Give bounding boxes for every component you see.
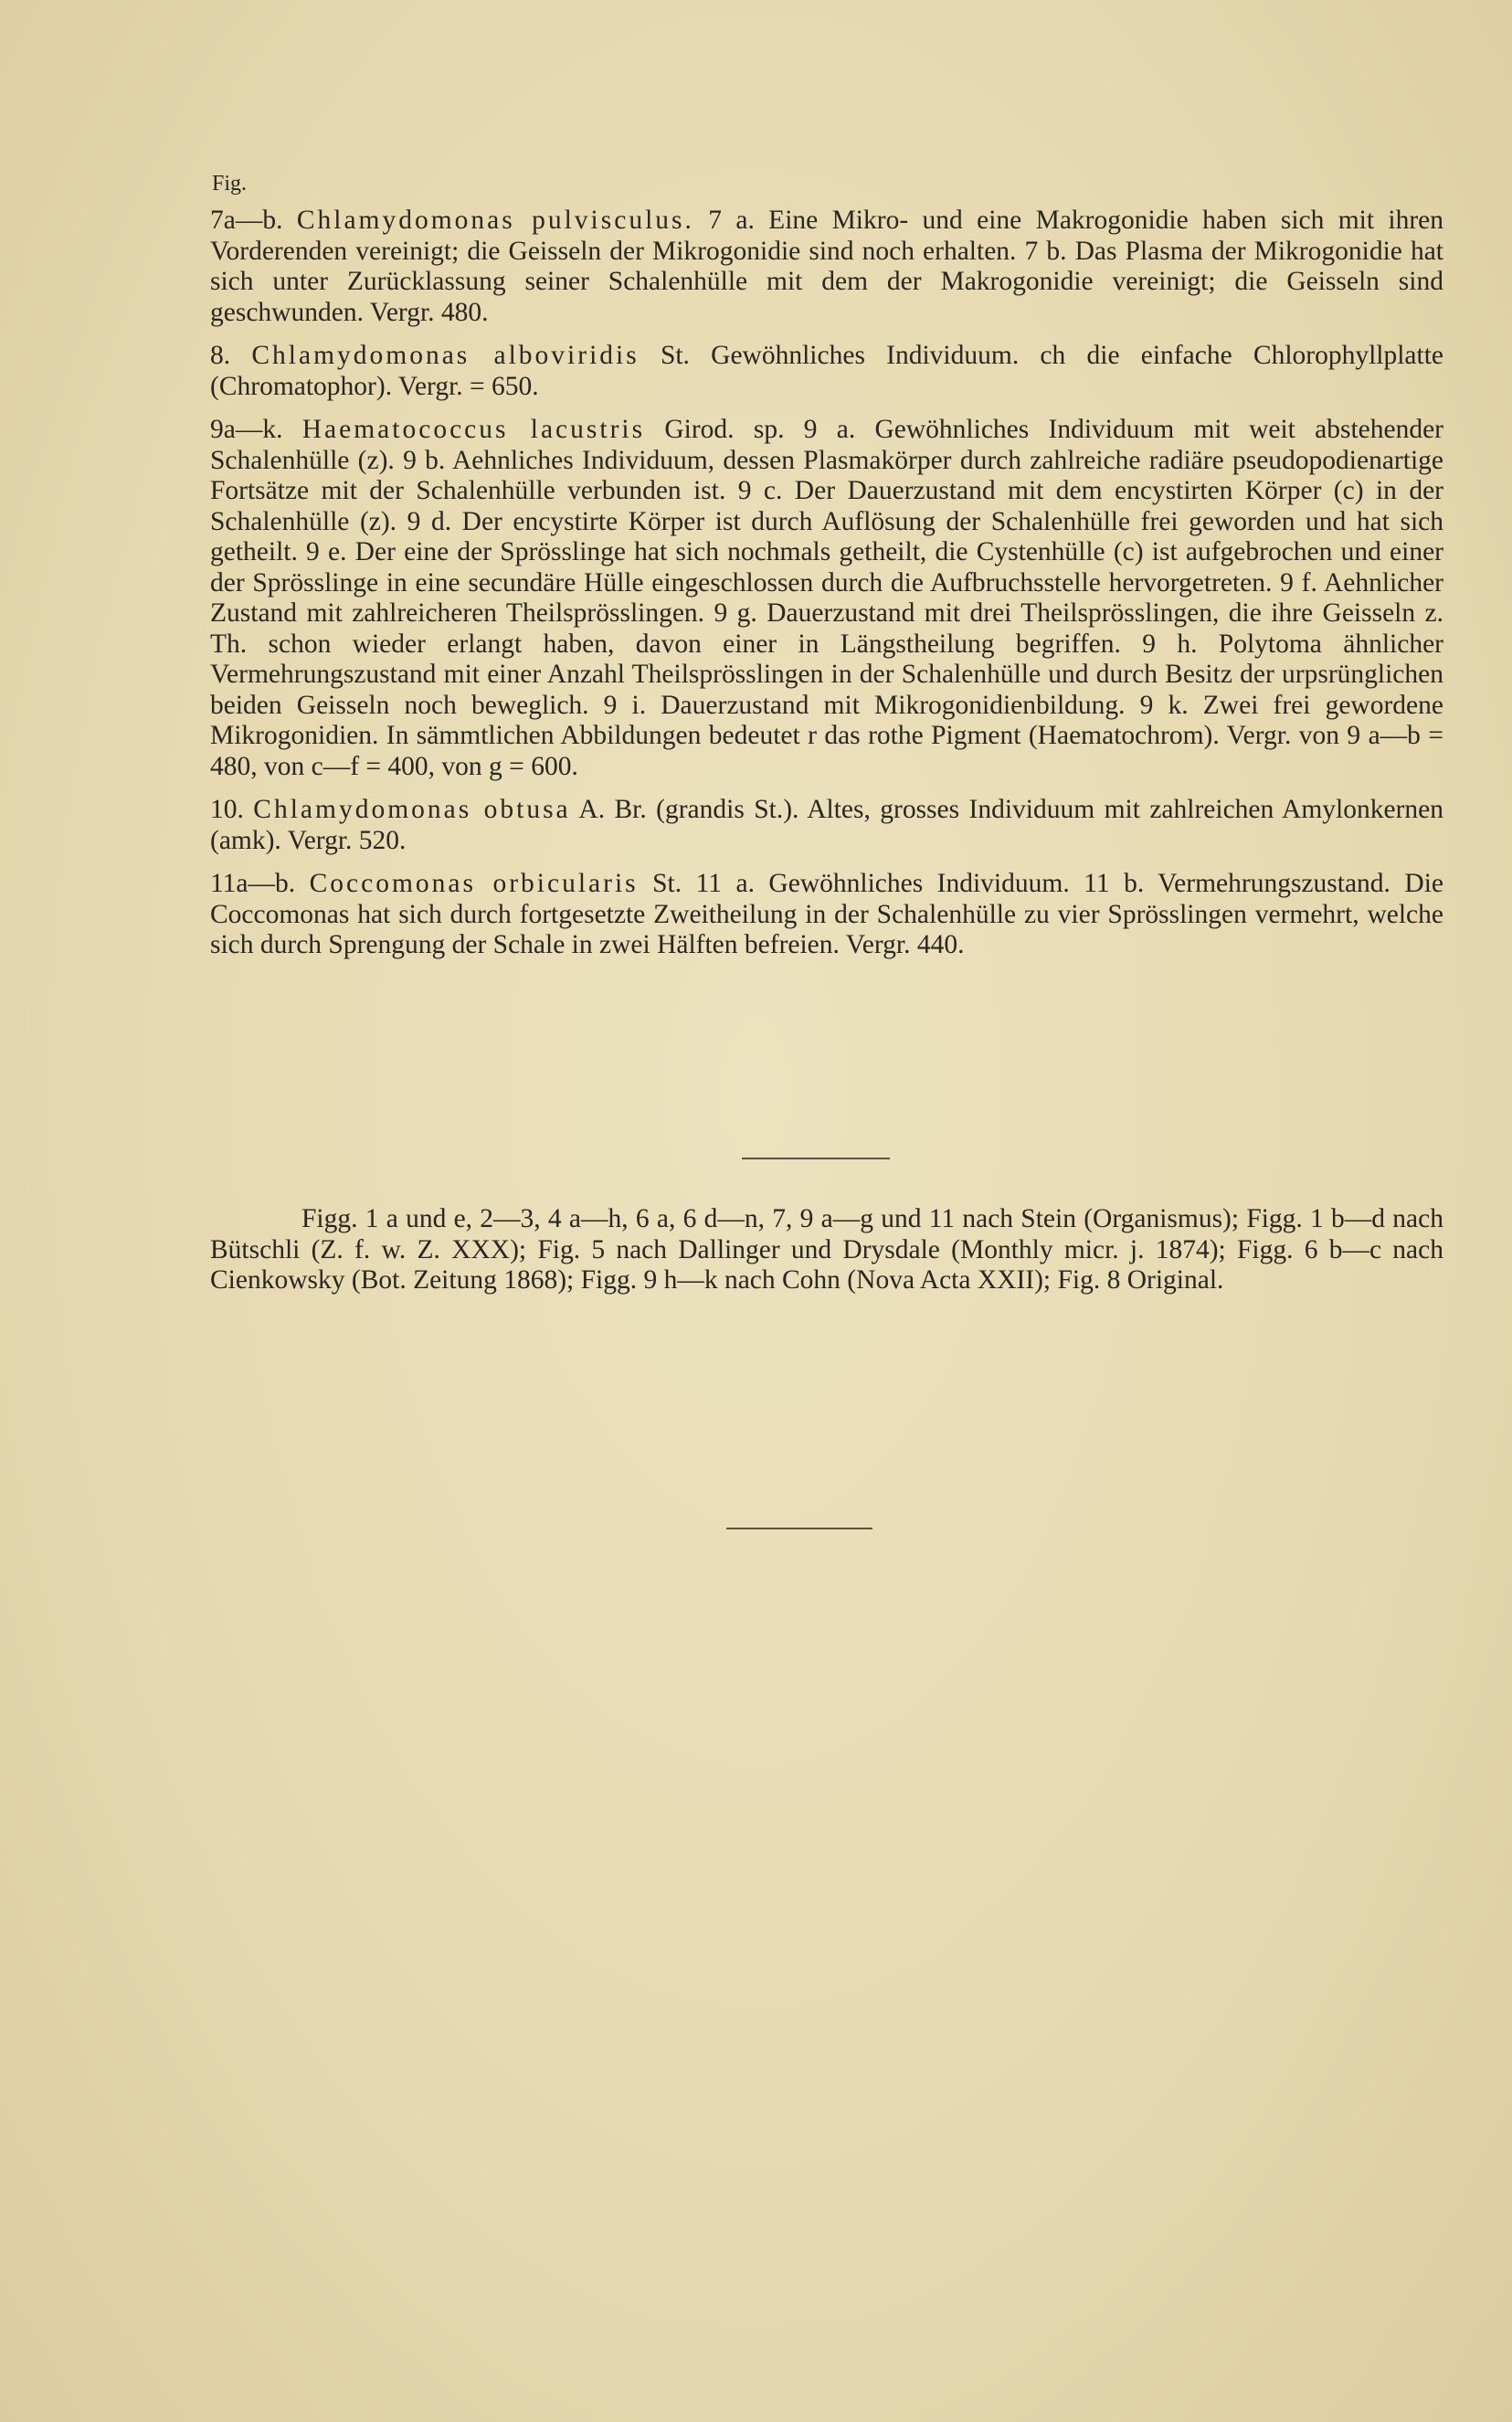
legend-entry (210, 869, 1443, 961)
entry-text: 7 a. Eine Mikro- und eine Makrogonidie haben sich mit ihren Vorderenden vereinigt; die Geisseln der Mikrogonidie sind noch erhalten. 7 b. Das Plasma der Mikrogonidie hat sich unter Zurücklassung seiner Schalenhülle mit dem der Makrogonidie vereinigt; die Geisseln sind geschwunden. Vergr. 480. (210, 206, 1444, 327)
entry-number: 11a—b. (210, 869, 296, 898)
species-name: Chlamydomonas obtusa (253, 795, 571, 824)
entry-text: St. 11 a. Gewöhnliches Individuum. 11 b. Vermehrungszustand. Die Coccomonas hat sich durch fortgesetzte Zweitheilung in der Schalenhülle zu vier Sprösslingen vermehrt, welche sich durch Sprengung der Schale in zwei Hälften befreien. Vergr. 440. (210, 869, 1444, 959)
species-name: Coccomonas orbicularis (309, 869, 639, 898)
entry-number: 7a—b. (210, 206, 283, 235)
credits-text: Figg. 1 a und e, 2—3, 4 a—h, 6 a, 6 d—n, 7, 9 a—g und 11 nach Stein (Organismus); Figg. 1 b—d nach Bütschli (Z. f. w. Z. XXX); Fig. 5 nach Dallinger und Drysdale (Monthly micr. j. 1874); Figg. 6 b—c nach Cienkowsky (Bot. Zeitung 1868); Figg. 9 h—k nach Cohn (Nova Acta XXII); Fig. 8 Original. (210, 1204, 1443, 1295)
divider-rule (742, 1158, 890, 1159)
divider-rule-bottom (726, 1528, 872, 1529)
species-name: Haematococcus lacustris (301, 415, 646, 444)
species-name: Chlamydomonas pulvisculus. (296, 206, 694, 235)
legend-entry (210, 415, 1443, 782)
fig-column-label: Fig. (212, 172, 248, 196)
legend-entry (210, 341, 1443, 402)
legend-entry (210, 206, 1443, 328)
figure-credits (210, 1204, 1443, 1296)
entry-text: A. Br. (grandis St.). Altes, grosses Individuum mit zahlreichen Amylonkernen (amk). Vergr. 520. (210, 795, 1443, 855)
legend-entry (210, 795, 1443, 856)
entry-number: 9a—k. (210, 415, 283, 444)
entry-text: St. Gewöhnliches Individuum. ch die einfache Chlorophyllplatte (Chromatophor). Vergr. = 650. (210, 341, 1444, 401)
entry-number: 8. (210, 341, 231, 370)
entry-text: Girod. sp. 9 a. Gewöhnliches Individuum mit weit abstehender Schalenhülle (z). 9 b. Aehnliches Individuum, dessen Plasmakörper durch zahlreiche radiäre pseudopodienartige Fortsätze mit der Schalenhülle verbunden ist. 9 c. Der Dauerzustand mit dem encystirten Körper (c) in der Schalenhülle (z). 9 d. Der encystirte Körper ist durch Auflösung der Schalenhülle frei geworden und hat sich getheilt. 9 e. Der eine der Sprösslinge hat sich nochmals getheilt, die Cystenhülle (c) ist aufgebrochen und einer der Sprösslinge in eine secundäre Hülle eingeschlossen durch die Aufbruchsstelle hervorgetreten. 9 f. Aehnlicher Zustand mit zahlreicheren Theilsprösslingen. 9 g. Dauerzustand mit drei Theilsprösslingen, die ihre Geisseln z. Th. schon wieder erlangt haben, davon einer in Längstheilung begriffen. 9 h. Polytoma ähnlicher Vermehrungszustand mit einer Anzahl Theilsprösslingen in der Schalenhülle und durch Besitz der urpsrünglichen beiden Geisseln noch beweglich. 9 i. Dauerzustand mit Mikrogonidienbildung. 9 k. Zwei frei gewordene Mikrogonidien. In sämmtlichen Abbildungen bedeutet r das rothe Pigment (Haematochrom). Vergr. von 9 a—b = 480, von c—f = 400, von g = 600. (210, 415, 1444, 781)
figure-legend (210, 206, 1443, 974)
species-name: Chlamydomonas alboviridis (251, 341, 640, 370)
entry-number: 10. (210, 795, 244, 824)
